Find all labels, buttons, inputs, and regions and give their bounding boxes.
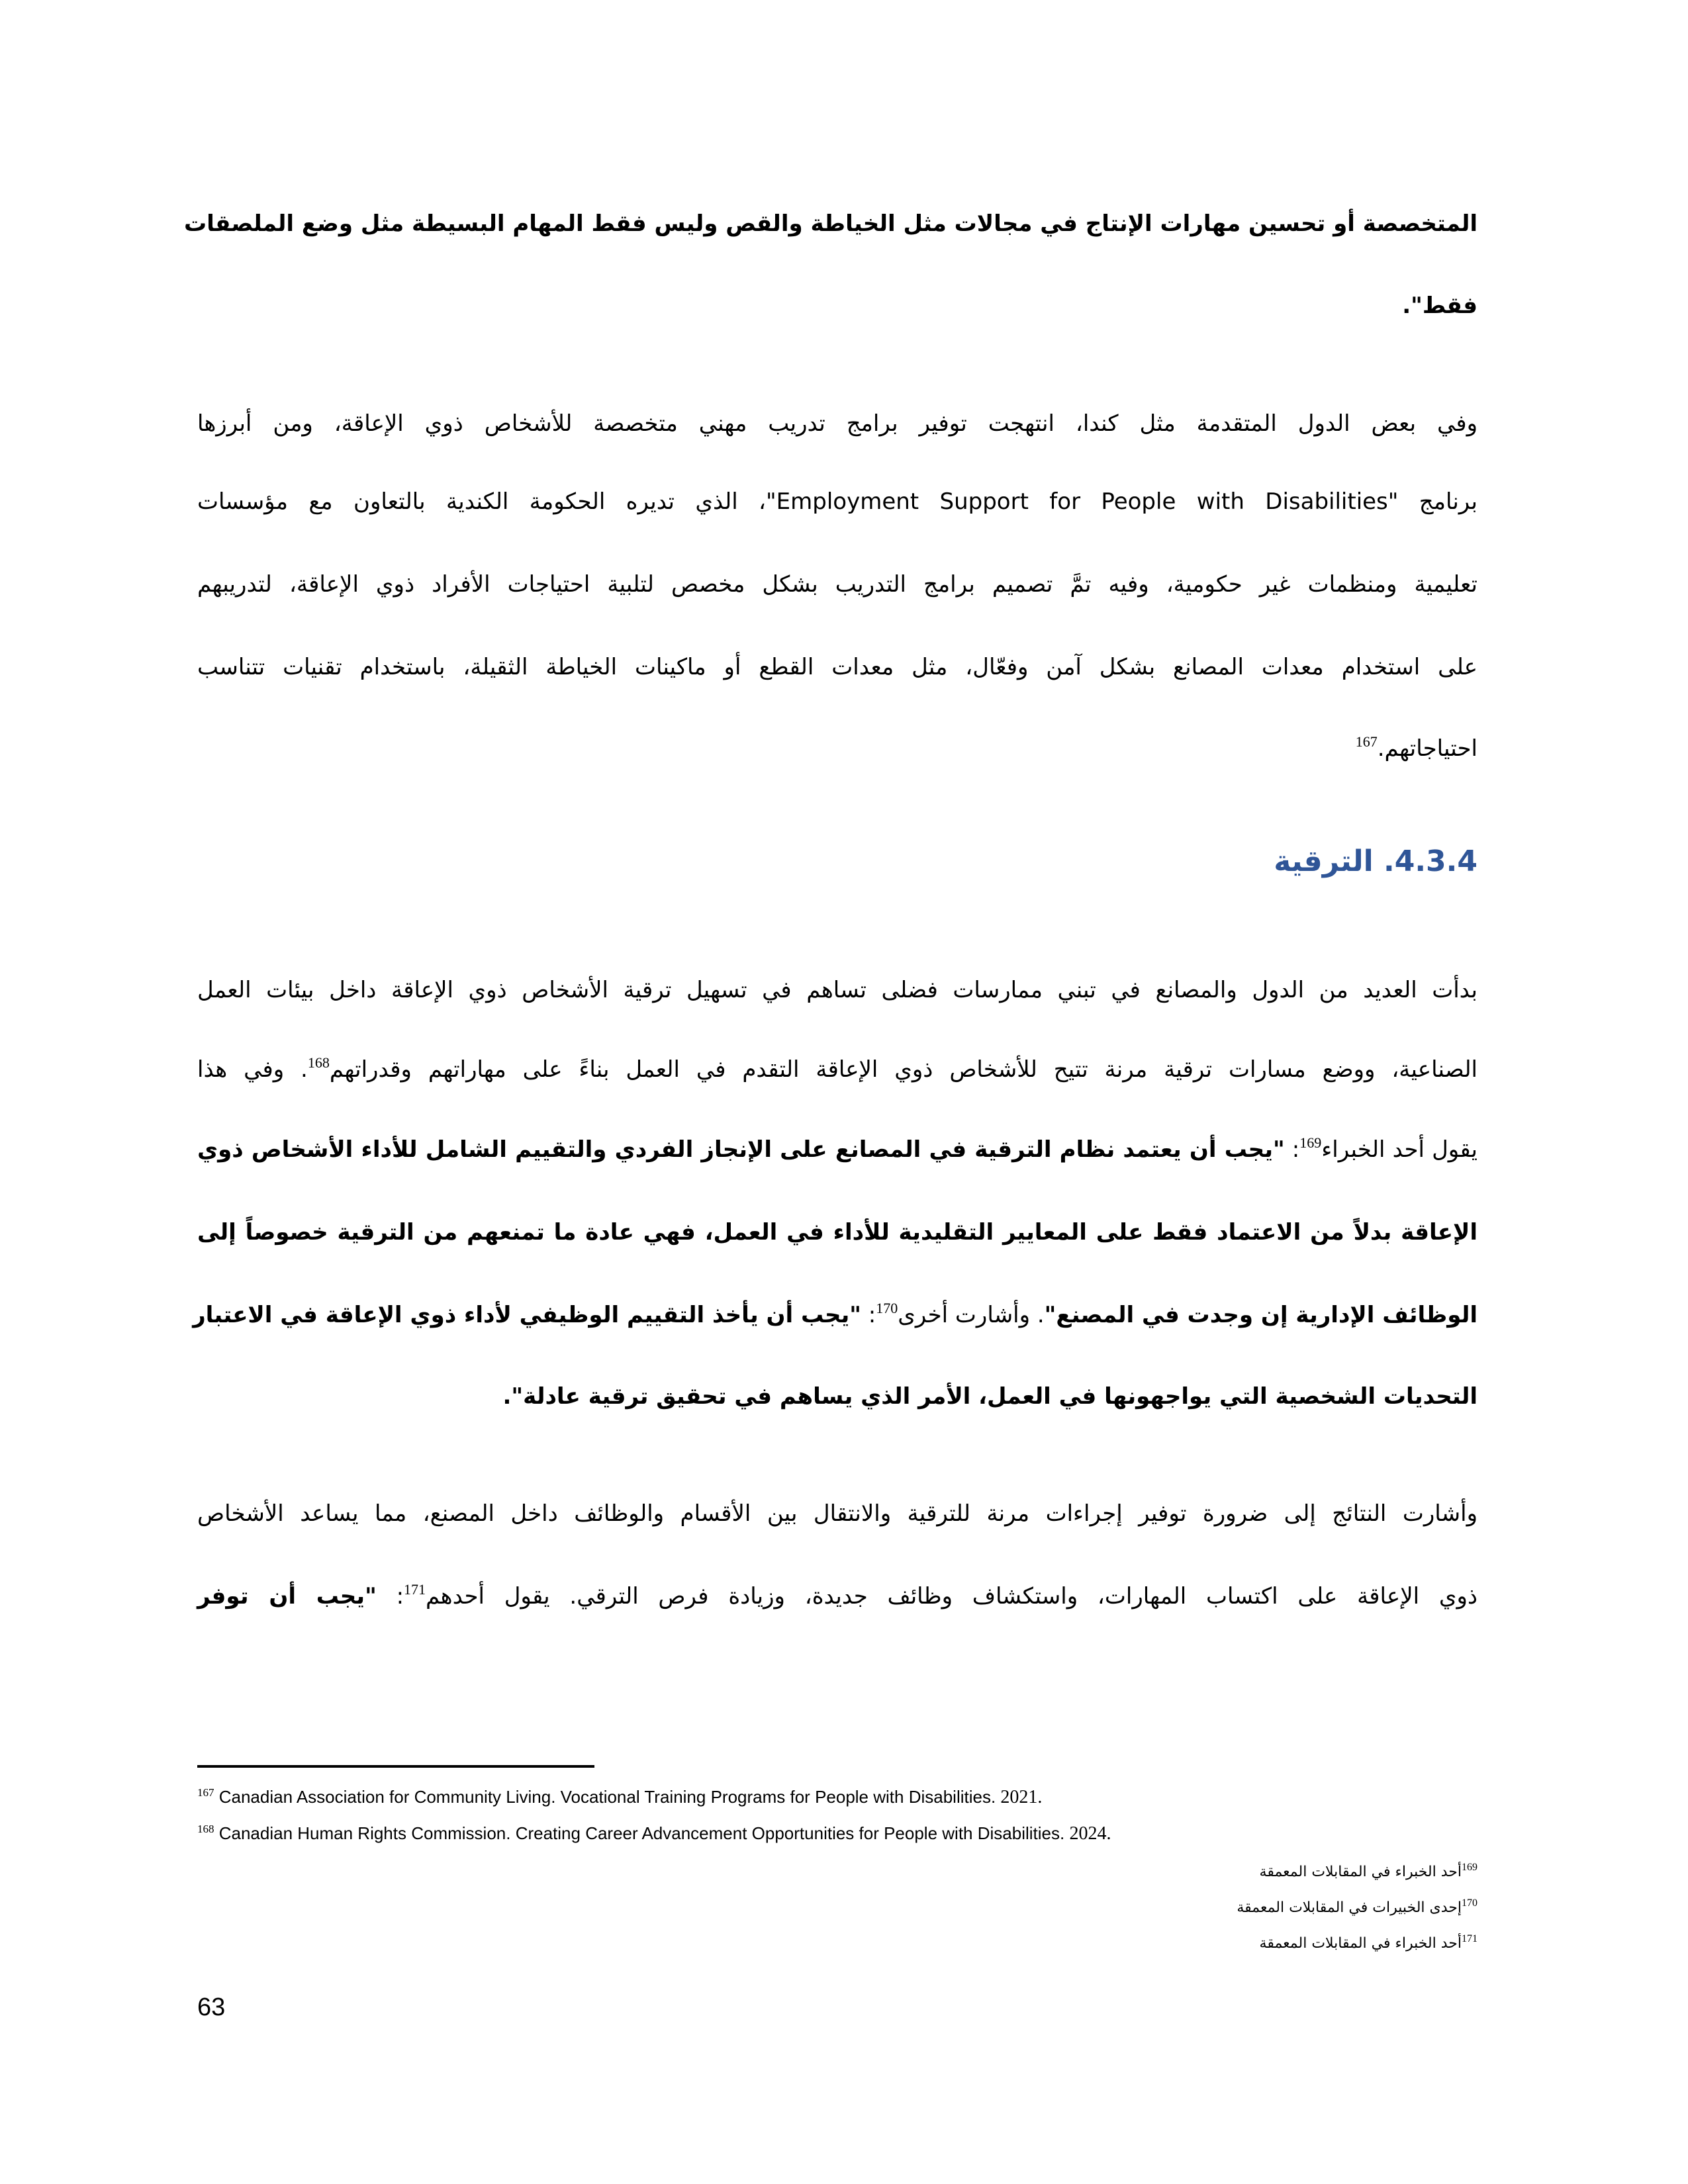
text-line [197,1050,1477,1089]
footnote-169 [1260,1864,1477,1880]
quoted-text: "يجب أن توفر [197,1583,377,1610]
text-line [197,1130,1477,1169]
footnote-year: 2021. [1000,1787,1043,1807]
footnote-text: أحد الخبراء في المقابلات المعمقة [1259,1935,1462,1952]
text-segment: . وأشارت أخرى [898,1302,1045,1328]
text-segment: الصناعية، ووضع مسارات ترقية مرنة تتيح للأشخاص ذوي الإعاقة التقدم في العمل بناءً على مهاراتهم وقدراتهم [329,1056,1477,1083]
footnote-reference: 171 [404,1581,426,1598]
text-segment: يقول أحد الخبراء [1321,1136,1478,1163]
text-line [197,729,1477,768]
footnote-number: 170 [1462,1897,1477,1909]
text-line [197,647,1477,687]
section-heading: 4.3.4. الترقية [1274,844,1477,878]
text-line [197,565,1477,604]
footnote-reference: 167 [1355,733,1378,750]
footnote-number: 169 [1462,1862,1477,1873]
text-segment: وأشارت النتائج إلى ضرورة توفير إجراءات مرنة للترقية والانتقال بين الأقسام والوظائف داخل المصنع، مما يساعد الأشخاص [197,1500,1477,1527]
text-line [197,1494,1477,1533]
quoted-text: فقط". [1402,293,1477,319]
text-segment: برنامج "Employment Support for People with Disabilities"، الذي تديره الحكومة الكندية بالتعاون مع مؤسسات [197,488,1478,515]
text-line [197,1576,1477,1616]
footnote-separator [197,1765,594,1768]
quoted-text: الوظائف الإدارية إن وجدت في المصنع" [1044,1302,1477,1328]
text-line [197,970,1477,1010]
text-line [193,1295,1477,1335]
text-segment: ذوي الإعاقة على اكتساب المهارات، واستكشاف وظائف جديدة، وزيادة فرص الترقي. يقول أحدهم [426,1583,1478,1610]
text-line [197,286,1477,326]
text-segment: تعليمية ومنظمات غير حكومية، وفيه تمَّ تصميم برامج التدريب بشكل مخصص لتلبية احتياجات الأفراد ذوي الإعاقة، لتدريبهم [197,571,1477,598]
footnote-number: 167 [197,1786,214,1799]
quoted-text: الإعاقة بدلاً من الاعتماد فقط على المعايير التقليدية للأداء في العمل، فهي عادة ما تمنعهم من الترقية خصوصاً إلى [197,1219,1477,1246]
footnote-170 [1237,1899,1477,1916]
footnote-number: 168 [197,1823,214,1835]
text-segment: : [861,1302,876,1328]
footnote-text: أحد الخبراء في المقابلات المعمقة [1259,1864,1462,1880]
footnote-text: إحدى الخبيرات في المقابلات المعمقة [1237,1899,1462,1916]
quoted-text: "يجب أن يعتمد نظام الترقية في المصانع على الإنجاز الفردي والتقييم الشامل للأداء الأشخاص ذوي [197,1136,1285,1163]
text-segment: : [376,1583,404,1610]
footnote-171 [1260,1935,1477,1952]
quoted-text: التحديات الشخصية التي يواجهونها في العمل، الأمر الذي يساهم في تحقيق ترقية عادلة". [502,1383,1477,1410]
quoted-text: "يجب أن يأخذ التقييم الوظيفي لأداء ذوي الإعاقة في الاعتبار [193,1302,861,1328]
text-segment: . وفي هذا [197,1056,308,1083]
quoted-text: المتخصصة أو تحسين مهارات الإنتاج في مجالات مثل الخياطة والقص وليس فقط المهام البسيطة مثل وضع الملصقات [184,210,1477,237]
text-segment: على استخدام معدات المصانع بشكل آمن وفعّال، مثل معدات القطع أو ماكينات الخياطة الثقيلة، باستخدام تقنيات تتناسب [197,654,1477,680]
text-line [197,404,1477,443]
footnote-167 [197,1787,1042,1808]
page-number: 63 [197,1993,226,2021]
text-segment: بدأت العديد من الدول والمصانع في تبني ممارسات فضلى تساهم في تسهيل ترقية الأشخاص ذوي الإعاقة داخل بيئات العمل [197,977,1477,1003]
footnote-reference: 168 [307,1054,330,1071]
footnote-reference: 170 [876,1300,898,1316]
footnote-year: 2024. [1069,1823,1111,1844]
text-line [197,482,1477,522]
footnote-text: Canadian Association for Community Living. Vocational Training Programs for People with Disabilities. [214,1787,1001,1807]
text-line [197,1212,1477,1252]
footnote-reference: 169 [1299,1134,1322,1151]
text-line [184,204,1477,244]
footnote-number: 171 [1462,1933,1477,1944]
footnote-text: Canadian Human Rights Commission. Creating Career Advancement Opportunities for People with Disabilities. [214,1823,1070,1843]
text-segment: وفي بعض الدول المتقدمة مثل كندا، انتهجت توفير برامج تدريب مهني متخصصة للأشخاص ذوي الإعاقة، ومن أبرزها [197,410,1477,437]
text-line [197,1377,1477,1416]
text-segment: : [1284,1136,1300,1163]
text-segment: احتياجاتهم. [1377,735,1477,762]
footnote-168 [197,1823,1111,1844]
